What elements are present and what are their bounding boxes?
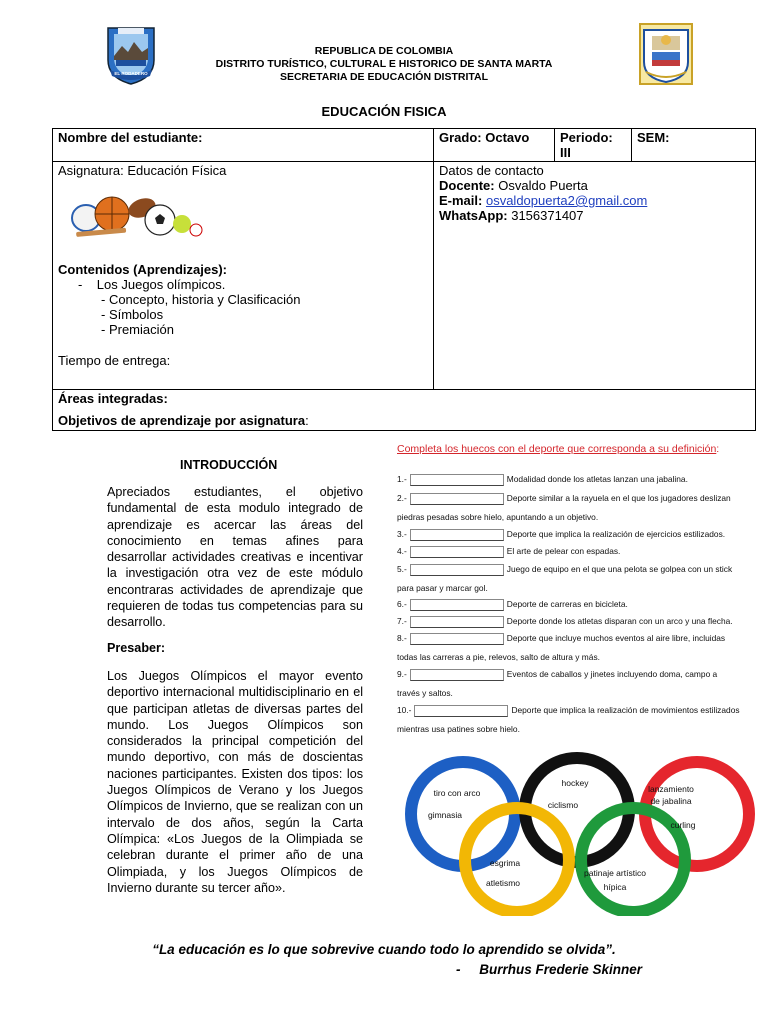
item-number: 8.-: [397, 633, 407, 644]
contents-main-text: Los Juegos olímpicos.: [96, 277, 226, 292]
quote-text: “La educación es lo que sobrevive cuando todo lo aprendido se olvida”.: [152, 942, 616, 957]
item-definition: Deporte similar a la rayuela en el que los jugadores deslizan: [506, 493, 731, 504]
ring-label-figure-skating: patinaje artístico: [584, 868, 646, 878]
answer-blank-2[interactable]: [410, 493, 504, 505]
item-definition: Eventos de caballos y jinetes incluyendo doma, campo a: [506, 669, 718, 680]
header-line-1: REPUBLICA DE COLOMBIA: [314, 45, 454, 57]
areas-label: Áreas integradas:: [58, 391, 168, 406]
intro-paragraph: Apreciados estudiantes, el objetivo fundamental de esta modulo integrado de aprendizaje es acercar las áreas del conocimiento en temas afines para desarrollar actividades creativas e incentivar la investigación otra vez de este módulo encontraras actividades de aprendizaje que requieren de todas tus competencias para su desarrollo.: [107, 485, 363, 630]
item-definition: Deporte que implica la realización de ejercicios estilizados.: [506, 529, 726, 540]
grade-label: Grado: Octavo: [439, 130, 530, 145]
item-definition: Modalidad donde los atletas lanzan una jabalina.: [506, 474, 688, 485]
item-number: 3.-: [397, 529, 407, 540]
email-label: E-mail:: [439, 193, 483, 208]
worksheet-item-8: [397, 633, 725, 645]
ring-label-equestrian: hípica: [603, 882, 627, 892]
worksheet-item-5: [397, 564, 732, 576]
item-number: 4.-: [397, 546, 407, 557]
contents-item-2: - Símbolos: [101, 307, 164, 322]
objectives-colon: :: [305, 413, 309, 428]
ring-label-athletics: atletismo: [485, 878, 520, 888]
student-name-cell: [53, 129, 434, 162]
worksheet-item-9: [397, 669, 717, 681]
whatsapp-label: WhatsApp:: [439, 208, 508, 223]
ring-label-fencing: esgrima: [489, 858, 521, 868]
objectives-label: Objetivos de aprendizaje por asignatura: [58, 413, 306, 428]
sports-balls-image: [58, 178, 428, 248]
worksheet-item-5-cont: para pasar y marcar gol.: [397, 583, 488, 593]
olympic-rings-diagram: [405, 748, 765, 916]
teacher-label: Docente:: [439, 178, 495, 193]
item-definition: Deporte de carreras en bicicleta.: [506, 599, 628, 610]
worksheet-title: [397, 443, 719, 455]
answer-blank-9[interactable]: [410, 669, 504, 681]
answer-blank-6[interactable]: [410, 599, 504, 611]
item-number: 2.-: [397, 493, 407, 504]
worksheet-item-9-cont: través y saltos.: [397, 688, 453, 698]
item-definition: Deporte que incluye muchos eventos al aire libre, incluidas: [506, 633, 726, 644]
logo-text: EL RODADERO: [114, 71, 148, 76]
ring-label-cycling: ciclismo: [547, 800, 579, 810]
item-definition: Juego de equipo en el que una pelota se golpea con un stick: [506, 564, 733, 575]
item-number: 1.-: [397, 474, 407, 485]
ring-label-javelin-2: de jabalina: [650, 796, 692, 806]
worksheet-item-10: [397, 705, 740, 717]
teacher-name: Osvaldo Puerta: [494, 178, 588, 193]
worksheet-item-2: [397, 493, 731, 505]
subject-title: EDUCACIÓN FISICA: [321, 104, 447, 119]
sem-cell: [632, 129, 756, 162]
item-number: 5.-: [397, 564, 407, 575]
ring-label-gymnastics: gimnasia: [427, 810, 463, 820]
answer-blank-7[interactable]: [410, 616, 504, 628]
delivery-label: Tiempo de entrega:: [58, 353, 171, 368]
answer-blank-8[interactable]: [410, 633, 504, 645]
email-line: [439, 193, 750, 208]
answer-blank-3[interactable]: [410, 529, 504, 541]
areas-objectives-cell: [53, 390, 756, 431]
info-table: [52, 128, 756, 431]
worksheet-item-2-cont: piedras pesadas sobre hielo, apuntando a un objetivo.: [397, 512, 599, 522]
contents-main: - Los Juegos olímpicos.: [78, 277, 226, 292]
subject-line: Asignatura: Educación Física: [58, 163, 227, 178]
header-line-3: SECRETARIA DE EDUCACIÓN DISTRITAL: [279, 71, 489, 83]
item-number: 6.-: [397, 599, 407, 610]
quote-author: - Burrhus Frederie Skinner: [456, 962, 643, 977]
sem-label: SEM:: [637, 130, 670, 145]
ring-label-hockey: hockey: [561, 778, 589, 788]
whatsapp-number: 3156371407: [507, 208, 584, 223]
presaber-title: Presaber:: [107, 641, 166, 655]
contents-item-3: - Premiación: [101, 322, 174, 337]
item-definition: El arte de pelear con espadas.: [506, 546, 621, 557]
presaber-paragraph: Los Juegos Olímpicos el mayor evento deportivo internacional multidisciplinario en el que participan atletas de diversas partes del mundo. Los Juegos Olímpicos son considerados la principal competición del mundo deportivo, con más de doscientas naciones participantes. Existen dos tipos: los Juegos Olímpicos de Verano y los Juegos Olímpicos de Invierno, que se realizan con un intervalo de dos años, según la Carta Olímpica: «Los Juegos de la Olimpiada se celebran durante el primer año de una Olimpiada, y los Juegos Olímpicos de Invierno durante su tercer año».: [107, 669, 363, 895]
item-number: 10.-: [397, 705, 412, 716]
teacher-line: [439, 178, 750, 193]
worksheet-item-8-cont: todas las carreras a pie, relevos, salto de altura y más.: [397, 652, 600, 662]
objectives-line: [58, 413, 750, 428]
worksheet-item-10-cont: mientras usa patines sobre hielo.: [397, 724, 520, 734]
student-name-label: Nombre del estudiante:: [58, 130, 203, 145]
whatsapp-line: [439, 208, 750, 223]
worksheet-item-7: [397, 616, 733, 628]
worksheet-item-3: [397, 529, 725, 541]
item-definition: Deporte que implica la realización de movimientos estilizados: [511, 705, 740, 716]
contents-item-1: - Concepto, historia y Clasificación: [101, 292, 301, 307]
item-definition: Deporte donde los atletas disparan con un arco y una flecha.: [506, 616, 733, 627]
subject-contents-cell: [53, 162, 434, 390]
ring-label-archery: tiro con arco: [433, 788, 481, 798]
worksheet-item-6: [397, 599, 628, 611]
worksheet-item-4: [397, 546, 620, 558]
period-cell: [555, 129, 632, 162]
worksheet-title-text: Completa los huecos con el deporte que corresponda a su definición: [397, 443, 717, 455]
ring-label-curling: curling: [670, 820, 696, 830]
contents-label: Contenidos (Aprendizajes):: [58, 262, 228, 277]
answer-blank-4[interactable]: [410, 546, 504, 558]
answer-blank-1[interactable]: [410, 474, 504, 486]
email-link[interactable]: osvaldopuerta2@gmail.com: [485, 193, 648, 208]
worksheet-title-colon: :: [716, 443, 720, 455]
answer-blank-5[interactable]: [410, 564, 504, 576]
contact-label: Datos de contacto: [439, 163, 544, 178]
worksheet-item-1: [397, 474, 688, 486]
item-number: 7.-: [397, 616, 407, 627]
contact-cell: [434, 162, 756, 390]
header-line-2: DISTRITO TURÍSTICO, CULTURAL E HISTORICO DE SANTA MARTA: [215, 58, 553, 70]
item-number: 9.-: [397, 669, 407, 680]
answer-blank-10[interactable]: [414, 705, 508, 717]
intro-title: INTRODUCCIÓN: [180, 458, 278, 472]
period-label: Periodo: III: [560, 130, 613, 160]
ring-label-javelin-1: lanzamiento: [648, 784, 694, 794]
grade-cell: [434, 129, 555, 162]
